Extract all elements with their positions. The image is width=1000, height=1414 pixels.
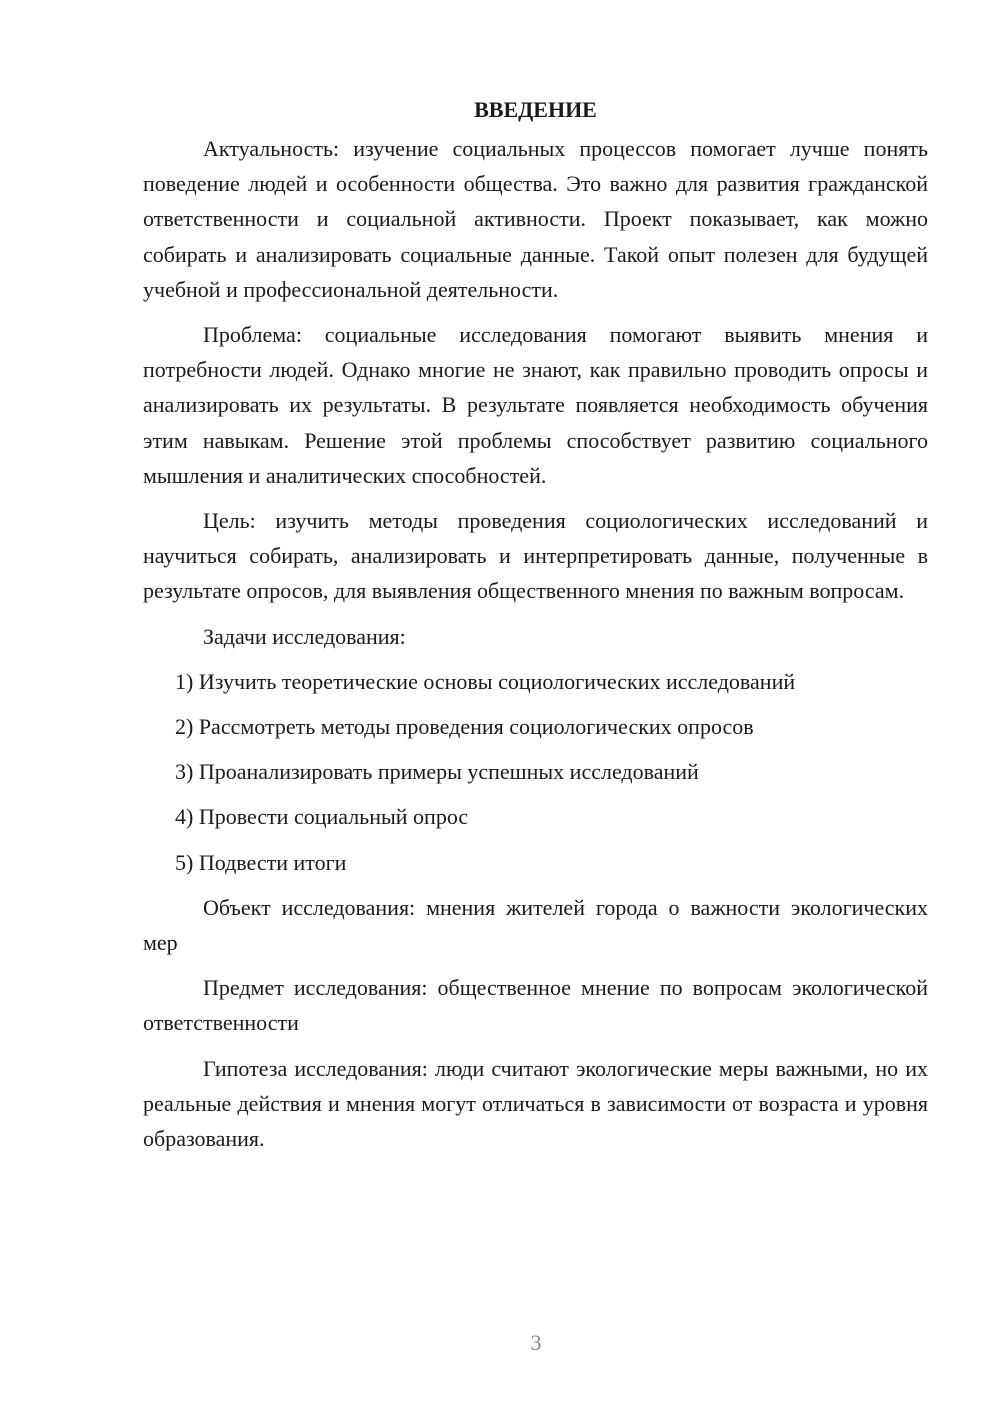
paragraph-hypothesis: Гипотеза исследования: люди считают экологические меры важными, но их реальные действия и мнения могут отличаться в зависимости от возраста и уровня образования. [143, 1055, 928, 1152]
task-item: 4) Провести социальный опрос [175, 804, 469, 830]
task-list [143, 664, 928, 880]
task-item: 1) Изучить теоретические основы социологических исследований [175, 668, 796, 694]
task-item: 5) Подвести итоги [175, 849, 347, 875]
page-number: 3 [530, 1330, 542, 1355]
paragraph-object: Объект исследования: мнения жителей города о важности экологических мер [143, 894, 928, 956]
paragraph-relevance: Актуальность: изучение социальных процессов помогает лучше понять поведение людей и особенности общества. Это важно для развития гражданской ответственности и социальной активности. Проект показывает, как можно собирать и анализировать социальные данные. Такой опыт полезен для будущей учебной и профессиональной деятельности. [143, 136, 928, 302]
tasks-title: Задачи исследования: [203, 623, 406, 649]
paragraph-problem: Проблема: социальные исследования помогают выявить мнения и потребности людей. Однако многие не знают, как правильно проводить опросы и анализировать их результаты. В результате появляется необходимость обучения этим навыкам. Решение этой проблемы способствует развитию социального мышления и аналитических способностей. [143, 322, 928, 488]
paragraph-subject: Предмет исследования: общественное мнение по вопросам экологической ответственности [143, 975, 928, 1036]
task-item: 2) Рассмотреть методы проведения социологических опросов [175, 714, 754, 740]
paragraph-goal: Цель: изучить методы проведения социологических исследований и научиться собирать, анализировать и интерпретировать данные, полученные в результате опросов, для выявления общественного мнения по важным вопросам. [143, 508, 928, 604]
section-heading: ВВЕДЕНИЕ [474, 97, 597, 122]
document-page [143, 92, 928, 1166]
task-item: 3) Проанализировать примеры успешных исследований [175, 759, 699, 785]
